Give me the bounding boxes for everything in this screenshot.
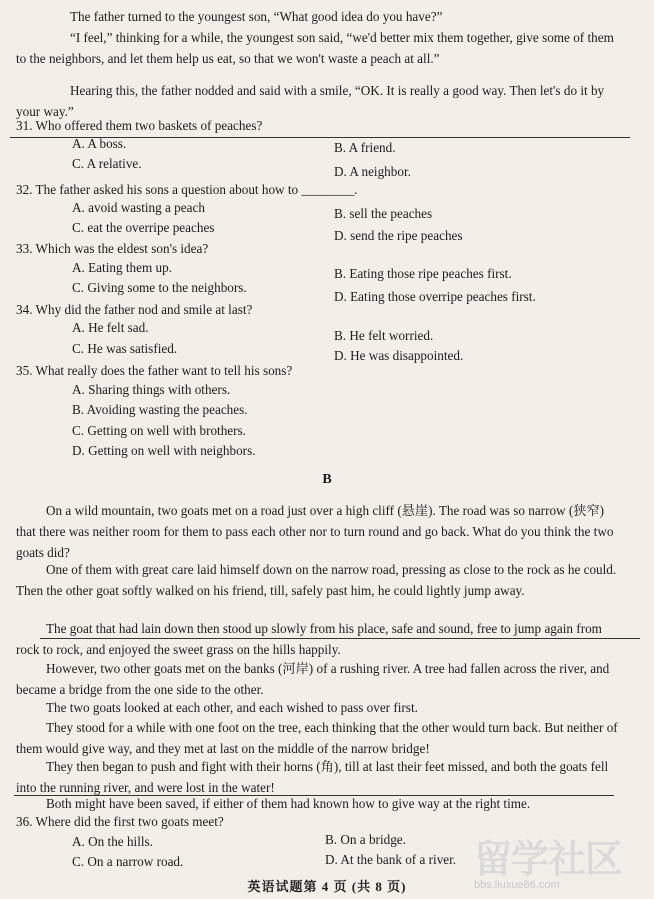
question-35-option-a: A. Sharing things with others. [72, 382, 231, 397]
passage-a-paragraph: “I feel,” thinking for a while, the youngest son said, “we'd better mix them together, give some of them to the neighbors, and let them help us eat, so that we won't waste a peach at all.” [16, 30, 614, 66]
question-33-option-c: C. Giving some to the neighbors. [72, 280, 247, 295]
question-34-option-a: A. He felt sad. [72, 320, 149, 335]
question-36-option-d: D. At the bank of a river. [325, 852, 457, 867]
question-35-option-c: C. Getting on well with brothers. [72, 423, 246, 438]
question-36-stem: 36. Where did the first two goats meet? [16, 814, 224, 829]
pen-underline [40, 638, 640, 639]
watermark-logo [474, 828, 644, 890]
question-36-option-c: C. On a narrow road. [72, 854, 184, 869]
question-34-stem: 34. Why did the father nod and smile at last? [16, 302, 253, 317]
question-31-option-a: A. A boss. [72, 136, 127, 151]
watermark-url: bbs.liuxue86.com [474, 879, 560, 891]
section-b-heading: B [322, 472, 332, 487]
question-34-option-b: B. He felt worried. [334, 328, 434, 343]
question-32-stem: 32. The father asked his sons a question about how to ________. [16, 182, 358, 197]
passage-b-paragraph: Both might have been saved, if either of them had known how to give way at the right time. [46, 796, 531, 811]
passage-b-paragraph: The two goats looked at each other, and each wished to pass over first. [46, 700, 418, 715]
question-32-option-b: B. sell the peaches [334, 206, 433, 221]
passage-b-paragraph: However, two other goats met on the banks (河岸) of a rushing river. A tree had fallen across the river, and became a bridge from the one side to the other. [16, 661, 610, 697]
question-36-option-a: A. On the hills. [72, 834, 153, 849]
question-32-option-a: A. avoid wasting a peach [72, 200, 205, 215]
page-footer: 英语试题第 4 页 (共 8 页) [247, 879, 407, 894]
watermark-brand: 留学社区 [474, 837, 623, 881]
question-35-option-d: D. Getting on well with neighbors. [72, 443, 256, 458]
question-35-option-b: B. Avoiding wasting the peaches. [72, 402, 248, 417]
passage-b-paragraph: They stood for a while with one foot on the tree, each thinking that the other would turn back. But neither of them would give way, and they met at last on the middle of the narrow bridge! [16, 720, 618, 756]
question-33-option-b: B. Eating those ripe peaches first. [334, 266, 512, 281]
question-36-option-b: B. On a bridge. [325, 832, 406, 847]
passage-b-paragraph: On a wild mountain, two goats met on a road just over a high cliff (悬崖). The road was so narrow (狭窄) that there was neither room for them to pass each other nor to turn round and go back. What do you think the two goats did? [16, 503, 614, 560]
question-33-stem: 33. Which was the eldest son's idea? [16, 241, 209, 256]
passage-b-paragraph: They then began to push and fight with their horns (角), till at last their feet missed, and both the goats fell into the running river, and were lost in the water! [16, 759, 609, 795]
question-31-option-b: B. A friend. [334, 140, 396, 155]
passage-b-paragraph: The goat that had lain down then stood up slowly from his place, safe and sound, free to jump again from rock to rock, and enjoyed the sweet grass on the hills happily. [16, 621, 602, 657]
question-32-option-d: D. send the ripe peaches [334, 228, 463, 243]
question-34-option-d: D. He was disappointed. [334, 348, 464, 363]
question-32-option-c: C. eat the overripe peaches [72, 220, 215, 235]
question-33-option-a: A. Eating them up. [72, 260, 172, 275]
question-35-stem: 35. What really does the father want to tell his sons? [16, 363, 293, 378]
passage-a-paragraph: Hearing this, the father nodded and said with a smile, “OK. It is really a good way. Then let's do it by your way.” [16, 83, 605, 119]
passage-a-paragraph: The father turned to the youngest son, “What good idea do you have?” [70, 9, 443, 24]
question-33-option-d: D. Eating those overripe peaches first. [334, 289, 536, 304]
passage-b-paragraph: One of them with great care laid himself down on the narrow road, pressing as close to the rock as he could. Then the other goat softly walked on his friend, till, safely past him, he could lightly jump away. [16, 562, 617, 598]
question-34-option-c: C. He was satisfied. [72, 341, 178, 356]
question-31-stem: 31. Who offered them two baskets of peaches? [16, 118, 263, 133]
question-31-option-d: D. A neighbor. [334, 164, 411, 179]
question-31-option-c: C. A relative. [72, 156, 142, 171]
